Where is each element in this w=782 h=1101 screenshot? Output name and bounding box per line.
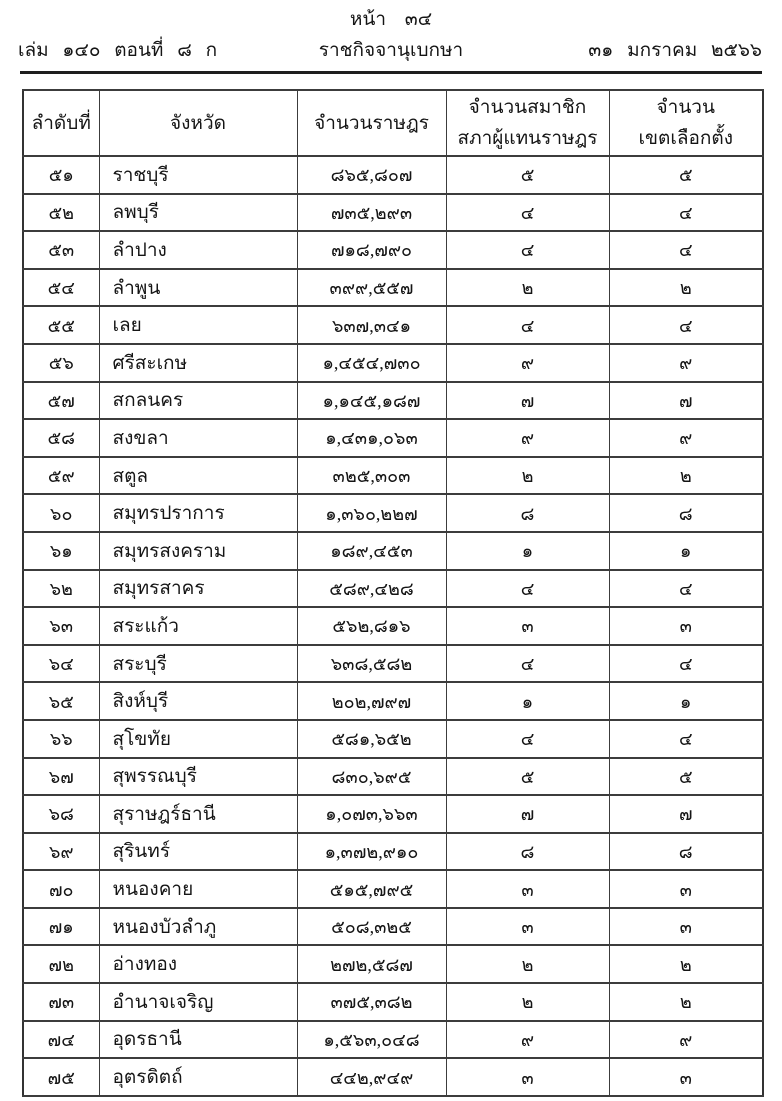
row-province-name: ลพบุรี bbox=[99, 194, 297, 232]
row-population-count: ๖๓๗,๓๔๑ bbox=[297, 306, 446, 344]
row-population-count: ๔๔๒,๙๔๙ bbox=[297, 1058, 446, 1096]
row-population-count: ๕๘๙,๔๒๘ bbox=[297, 570, 446, 608]
row-district-count: ๔ bbox=[609, 194, 763, 232]
row-population-count: ๕๑๕,๗๙๕ bbox=[297, 870, 446, 908]
row-mp-count: ๔ bbox=[446, 194, 609, 232]
table-row bbox=[23, 983, 763, 1021]
row-district-count: ๙ bbox=[609, 1021, 763, 1059]
col-header-mps bbox=[446, 90, 609, 156]
row-population-count: ๓๒๕,๓๐๓ bbox=[297, 457, 446, 495]
row-population-count: ๑,๓๗๒,๙๑๐ bbox=[297, 833, 446, 871]
row-district-count: ๗ bbox=[609, 795, 763, 833]
table-row bbox=[23, 870, 763, 908]
table-row bbox=[23, 344, 763, 382]
table-row bbox=[23, 156, 763, 194]
row-province-name: สมุทรสงคราม bbox=[99, 532, 297, 570]
row-district-count: ๙ bbox=[609, 419, 763, 457]
row-order-number: ๗๔ bbox=[23, 1021, 99, 1059]
row-order-number: ๕๒ bbox=[23, 194, 99, 232]
table-row bbox=[23, 720, 763, 758]
row-population-count: ๑,๑๔๕,๑๘๗ bbox=[297, 382, 446, 420]
row-mp-count: ๔ bbox=[446, 645, 609, 683]
row-mp-count: ๒ bbox=[446, 983, 609, 1021]
volume-issue-label: เล่ม ๑๔๐ ตอนที่ ๘ ก bbox=[18, 40, 218, 61]
row-district-count: ๗ bbox=[609, 382, 763, 420]
row-province-name: อุดรธานี bbox=[99, 1021, 297, 1059]
table-row bbox=[23, 494, 763, 532]
col-header-population: จำนวนราษฎร bbox=[297, 90, 446, 156]
table-row bbox=[23, 645, 763, 683]
row-mp-count: ๙ bbox=[446, 419, 609, 457]
row-order-number: ๕๑ bbox=[23, 156, 99, 194]
row-mp-count: ๒ bbox=[446, 269, 609, 307]
row-mp-count: ๔ bbox=[446, 570, 609, 608]
row-mp-count: ๓ bbox=[446, 870, 609, 908]
row-order-number: ๕๘ bbox=[23, 419, 99, 457]
row-mp-count: ๗ bbox=[446, 795, 609, 833]
row-order-number: ๕๙ bbox=[23, 457, 99, 495]
row-district-count: ๕ bbox=[609, 156, 763, 194]
col-header-districts bbox=[609, 90, 763, 156]
row-province-name: สุราษฎร์ธานี bbox=[99, 795, 297, 833]
row-order-number: ๖๒ bbox=[23, 570, 99, 608]
row-population-count: ๑๘๙,๔๕๓ bbox=[297, 532, 446, 570]
row-district-count: ๔ bbox=[609, 306, 763, 344]
col-header-province: จังหวัด bbox=[99, 90, 297, 156]
row-population-count: ๗๑๘,๗๙๐ bbox=[297, 231, 446, 269]
row-mp-count: ๕ bbox=[446, 156, 609, 194]
row-mp-count: ๘ bbox=[446, 833, 609, 871]
row-mp-count: ๓ bbox=[446, 1058, 609, 1096]
row-province-name: สุรินทร์ bbox=[99, 833, 297, 871]
row-district-count: ๙ bbox=[609, 344, 763, 382]
table-row bbox=[23, 908, 763, 946]
table-row bbox=[23, 945, 763, 983]
row-order-number: ๗๐ bbox=[23, 870, 99, 908]
col-header-order: ลำดับที่ bbox=[23, 90, 99, 156]
row-district-count: ๒ bbox=[609, 269, 763, 307]
row-province-name: สมุทรสาคร bbox=[99, 570, 297, 608]
row-order-number: ๗๕ bbox=[23, 1058, 99, 1096]
row-order-number: ๕๖ bbox=[23, 344, 99, 382]
row-population-count: ๑,๓๖๐,๒๒๗ bbox=[297, 494, 446, 532]
row-order-number: ๖๑ bbox=[23, 532, 99, 570]
row-order-number: ๖๘ bbox=[23, 795, 99, 833]
row-province-name: สกลนคร bbox=[99, 382, 297, 420]
row-mp-count: ๙ bbox=[446, 1021, 609, 1059]
row-order-number: ๖๖ bbox=[23, 720, 99, 758]
row-province-name: สุโขทัย bbox=[99, 720, 297, 758]
row-district-count: ๓ bbox=[609, 607, 763, 645]
row-order-number: ๖๔ bbox=[23, 645, 99, 683]
row-mp-count: ๔ bbox=[446, 720, 609, 758]
row-district-count: ๔ bbox=[609, 231, 763, 269]
row-mp-count: ๓ bbox=[446, 908, 609, 946]
row-population-count: ๑,๔๓๑,๐๖๓ bbox=[297, 419, 446, 457]
row-province-name: ลำพูน bbox=[99, 269, 297, 307]
row-province-name: สุพรรณบุรี bbox=[99, 758, 297, 796]
row-district-count: ๓ bbox=[609, 1058, 763, 1096]
row-population-count: ๕๖๒,๘๑๖ bbox=[297, 607, 446, 645]
row-province-name: สระบุรี bbox=[99, 645, 297, 683]
row-mp-count: ๕ bbox=[446, 758, 609, 796]
row-mp-count: ๑ bbox=[446, 682, 609, 720]
table-row bbox=[23, 382, 763, 420]
col-header-mps-line2: สภาผู้แทนราษฎร bbox=[457, 128, 598, 149]
row-district-count: ๘ bbox=[609, 833, 763, 871]
row-mp-count: ๓ bbox=[446, 607, 609, 645]
row-province-name: สมุทรปราการ bbox=[99, 494, 297, 532]
row-district-count: ๔ bbox=[609, 570, 763, 608]
row-population-count: ๗๓๕,๒๙๓ bbox=[297, 194, 446, 232]
row-order-number: ๕๗ bbox=[23, 382, 99, 420]
table-row bbox=[23, 269, 763, 307]
table-row bbox=[23, 194, 763, 232]
header-rule bbox=[20, 71, 762, 74]
table-row bbox=[23, 758, 763, 796]
row-mp-count: ๗ bbox=[446, 382, 609, 420]
row-district-count: ๑ bbox=[609, 532, 763, 570]
row-province-name: หนองคาย bbox=[99, 870, 297, 908]
row-province-name: หนองบัวลำภู bbox=[99, 908, 297, 946]
row-district-count: ๒ bbox=[609, 457, 763, 495]
row-province-name: สระแก้ว bbox=[99, 607, 297, 645]
row-population-count: ๑,๕๖๓,๐๔๘ bbox=[297, 1021, 446, 1059]
row-order-number: ๕๕ bbox=[23, 306, 99, 344]
row-order-number: ๗๓ bbox=[23, 983, 99, 1021]
row-order-number: ๕๔ bbox=[23, 269, 99, 307]
row-order-number: ๖๗ bbox=[23, 758, 99, 796]
row-order-number: ๗๒ bbox=[23, 945, 99, 983]
table-row bbox=[23, 306, 763, 344]
table-row bbox=[23, 682, 763, 720]
row-mp-count: ๔ bbox=[446, 231, 609, 269]
row-order-number: ๖๙ bbox=[23, 833, 99, 871]
row-district-count: ๑ bbox=[609, 682, 763, 720]
row-mp-count: ๙ bbox=[446, 344, 609, 382]
row-population-count: ๘๖๕,๘๐๗ bbox=[297, 156, 446, 194]
row-population-count: ๒๗๒,๕๘๗ bbox=[297, 945, 446, 983]
row-population-count: ๒๐๒,๗๙๗ bbox=[297, 682, 446, 720]
row-district-count: ๔ bbox=[609, 645, 763, 683]
row-population-count: ๑,๔๕๔,๗๓๐ bbox=[297, 344, 446, 382]
col-header-districts-line2: เขตเลือกตั้ง bbox=[638, 128, 733, 149]
table-row bbox=[23, 570, 763, 608]
col-header-districts-line1: จำนวน bbox=[656, 97, 715, 118]
table-row bbox=[23, 231, 763, 269]
table-row bbox=[23, 457, 763, 495]
row-district-count: ๓ bbox=[609, 870, 763, 908]
row-order-number: ๖๓ bbox=[23, 607, 99, 645]
row-order-number: ๕๓ bbox=[23, 231, 99, 269]
row-mp-count: ๒ bbox=[446, 945, 609, 983]
row-province-name: สิงห์บุรี bbox=[99, 682, 297, 720]
row-province-name: ลำปาง bbox=[99, 231, 297, 269]
table-row bbox=[23, 1058, 763, 1096]
row-population-count: ๑,๐๗๓,๖๖๓ bbox=[297, 795, 446, 833]
row-province-name: สงขลา bbox=[99, 419, 297, 457]
row-province-name: อุตรดิตถ์ bbox=[99, 1058, 297, 1096]
row-province-name: เลย bbox=[99, 306, 297, 344]
row-district-count: ๒ bbox=[609, 983, 763, 1021]
row-province-name: ราชบุรี bbox=[99, 156, 297, 194]
row-province-name: สตูล bbox=[99, 457, 297, 495]
row-district-count: ๒ bbox=[609, 945, 763, 983]
table-row bbox=[23, 833, 763, 871]
row-mp-count: ๔ bbox=[446, 306, 609, 344]
row-population-count: ๖๓๘,๕๘๒ bbox=[297, 645, 446, 683]
row-district-count: ๘ bbox=[609, 494, 763, 532]
issue-date: ๓๑ มกราคม ๒๕๖๖ bbox=[588, 40, 762, 61]
row-population-count: ๕๐๘,๓๒๕ bbox=[297, 908, 446, 946]
col-header-mps-line1: จำนวนสมาชิก bbox=[468, 97, 587, 118]
row-population-count: ๓๗๕,๓๘๒ bbox=[297, 983, 446, 1021]
row-order-number: ๖๕ bbox=[23, 682, 99, 720]
table-row bbox=[23, 795, 763, 833]
row-province-name: อำนาจเจริญ bbox=[99, 983, 297, 1021]
row-mp-count: ๘ bbox=[446, 494, 609, 532]
row-mp-count: ๒ bbox=[446, 457, 609, 495]
row-province-name: อ่างทอง bbox=[99, 945, 297, 983]
row-order-number: ๖๐ bbox=[23, 494, 99, 532]
page-number: หน้า ๓๔ bbox=[349, 9, 433, 30]
gazette-title: ราชกิจจานุเบกษา bbox=[318, 40, 464, 61]
row-province-name: ศรีสะเกษ bbox=[99, 344, 297, 382]
row-order-number: ๗๑ bbox=[23, 908, 99, 946]
row-district-count: ๓ bbox=[609, 908, 763, 946]
row-district-count: ๔ bbox=[609, 720, 763, 758]
table-row bbox=[23, 607, 763, 645]
table-row bbox=[23, 419, 763, 457]
row-population-count: ๕๘๑,๖๕๒ bbox=[297, 720, 446, 758]
masthead bbox=[0, 38, 782, 64]
row-mp-count: ๑ bbox=[446, 532, 609, 570]
province-table bbox=[22, 89, 764, 1097]
table-row bbox=[23, 532, 763, 570]
row-district-count: ๕ bbox=[609, 758, 763, 796]
row-population-count: ๓๙๙,๕๕๗ bbox=[297, 269, 446, 307]
row-population-count: ๘๓๐,๖๙๕ bbox=[297, 758, 446, 796]
table-row bbox=[23, 1021, 763, 1059]
table-header-row bbox=[23, 90, 763, 156]
